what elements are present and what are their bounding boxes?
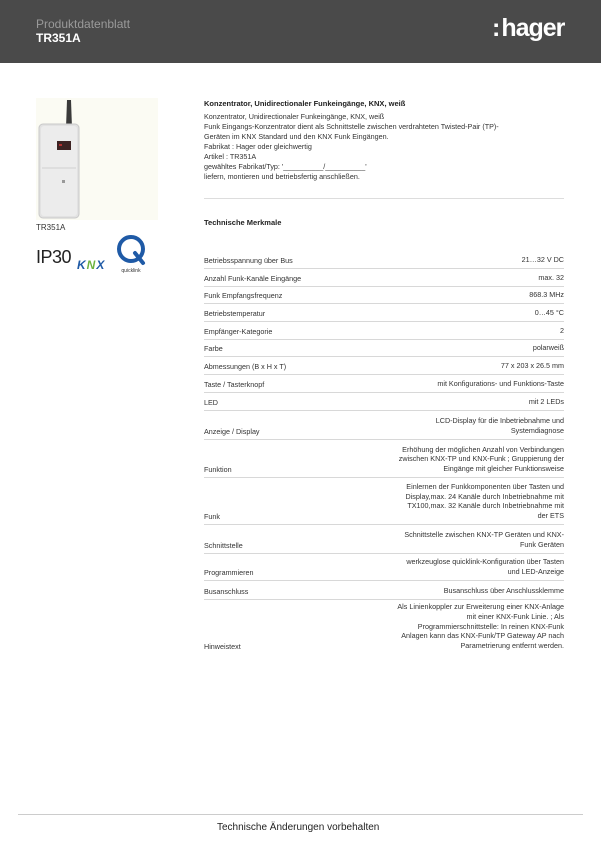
spec-row: [204, 411, 564, 440]
footer-divider: [18, 814, 583, 815]
spec-row: [204, 304, 564, 322]
spec-table: [204, 250, 564, 654]
description-line: Konzentrator, Unidirectionaler Funkeingänge, KNX, weiß: [204, 112, 385, 121]
spec-value: Einlernen der Funkkomponenten über Tasten und Display,max. 24 Kanäle durch Inbetriebnahme mit TX100,max. 32 Kanäle durch Inbetriebnahme mit der ETS: [405, 481, 564, 521]
ip-rating: IP30: [36, 247, 72, 267]
spec-value: 0…45 °C: [534, 308, 564, 318]
description-line: Funk Eingangs-Konzentrator dient als Schnittstelle zwischen verdrahteten Twisted-Pair (TP)-: [204, 122, 499, 131]
description-line: Artikel : TR351A: [204, 152, 257, 161]
spec-value: Busanschluss über Anschlussklemme: [443, 586, 564, 596]
spec-row: [204, 375, 564, 393]
spec-row: [204, 269, 564, 287]
spec-label: Schnittstelle: [204, 541, 243, 550]
hager-logo: [492, 14, 564, 43]
spec-row: [204, 393, 564, 411]
image-caption: TR351A: [36, 223, 66, 232]
spec-label: Empfänger-Kategorie: [204, 327, 273, 336]
spec-label: Farbe: [204, 344, 223, 353]
knx-logo-letter: K: [77, 258, 87, 272]
spec-label: Busanschluss: [204, 587, 249, 596]
spec-row: [204, 322, 564, 340]
spec-label: Programmieren: [204, 568, 254, 577]
spec-label: Abmessungen (B x H x T): [204, 362, 287, 371]
spec-value: 21…32 V DC: [521, 255, 564, 265]
description-line: liefern, montieren und betriebsfertig anschließen.: [204, 172, 360, 181]
spec-value: mit 2 LEDs: [528, 397, 564, 407]
spec-value: Als Linienkoppler zur Erweiterung einer KNX-Anlage mit einer KNX-Funk Linie. ; Als Programmierschnittstelle: In reinen KNX-Funk Anlagen kann das KNX-Funk/TP Gateway AP nach Parametrierung entfernt werden.: [397, 602, 564, 651]
spec-label: Betriebsspannung über Bus: [204, 256, 293, 265]
quicklink-label: quicklink: [121, 268, 141, 274]
spec-label: Anzeige / Display: [204, 427, 260, 436]
spec-value: Schnittstelle zwischen KNX-TP Geräten und KNX- Funk Geräten: [404, 530, 564, 550]
spec-row: [204, 600, 564, 654]
spec-value: Erhöhung der möglichen Anzahl von Verbindungen zwischen KNX-TP und KNX-Funk ; Gruppierung der Eingänge mit gleicher Funktionsweise: [398, 444, 564, 474]
spec-value: 77 x 203 x 26.5 mm: [500, 361, 564, 371]
footer-note: Technische Änderungen vorbehalten: [217, 822, 380, 833]
knx-logo-letter: N: [86, 258, 97, 272]
spec-value: polarweiß: [532, 343, 564, 353]
page-header: [0, 0, 601, 63]
technical-section-title: Technische Merkmale: [204, 218, 282, 227]
spec-row: [204, 440, 564, 478]
spec-value: 2: [560, 326, 564, 336]
spec-row: [204, 287, 564, 304]
spec-label: Taste / Tasterknopf: [204, 380, 265, 389]
product-image: [36, 98, 158, 220]
spec-label: Funktion: [204, 465, 232, 474]
spec-label: Funk Empfangsfrequenz: [204, 291, 283, 300]
spec-row: [204, 478, 564, 525]
spec-label: Betriebstemperatur: [204, 309, 266, 318]
spec-label: Funk: [204, 512, 220, 521]
spec-row: [204, 581, 564, 600]
knx-logo: [77, 258, 105, 272]
spec-value: LCD-Display für die Inbetriebnahme und Systemdiagnose: [435, 416, 564, 436]
spec-row: [204, 525, 564, 554]
spec-label: Anzahl Funk-Kanäle Eingänge: [204, 274, 302, 283]
spec-label: LED: [204, 398, 218, 407]
section-divider: [204, 198, 564, 199]
spec-row: [204, 554, 564, 581]
spec-label: Hinweistext: [204, 642, 241, 651]
description-line: Fabrikat : Hager oder gleichwertig: [204, 142, 312, 151]
product-description: [204, 112, 564, 182]
spec-value: werkzeuglose quicklink-Konfiguration über Tasten und LED-Anzeige: [406, 557, 564, 577]
logo-colon: :: [492, 14, 501, 42]
product-title: Konzentrator, Unidirectionaler Funkeingänge, KNX, weiß: [204, 99, 406, 108]
spec-value: max. 32: [538, 273, 564, 283]
knx-logo-letter: X: [96, 258, 106, 272]
document-code: TR351A: [36, 31, 81, 45]
spec-value: mit Konfigurations- und Funktions-Taste: [437, 379, 564, 389]
description-line: gewähltes Fabrikat/Typ: '__________/__________': [204, 162, 367, 171]
document-type: Produktdatenblatt: [36, 17, 131, 31]
spec-value: 868.3 MHz: [529, 290, 564, 300]
description-line: Geräten im KNX Standard und den KNX Funk Eingängen.: [204, 132, 389, 141]
spec-row: [204, 340, 564, 357]
spec-row: [204, 250, 564, 269]
logo-text: hager: [501, 14, 565, 42]
spec-row: [204, 357, 564, 375]
